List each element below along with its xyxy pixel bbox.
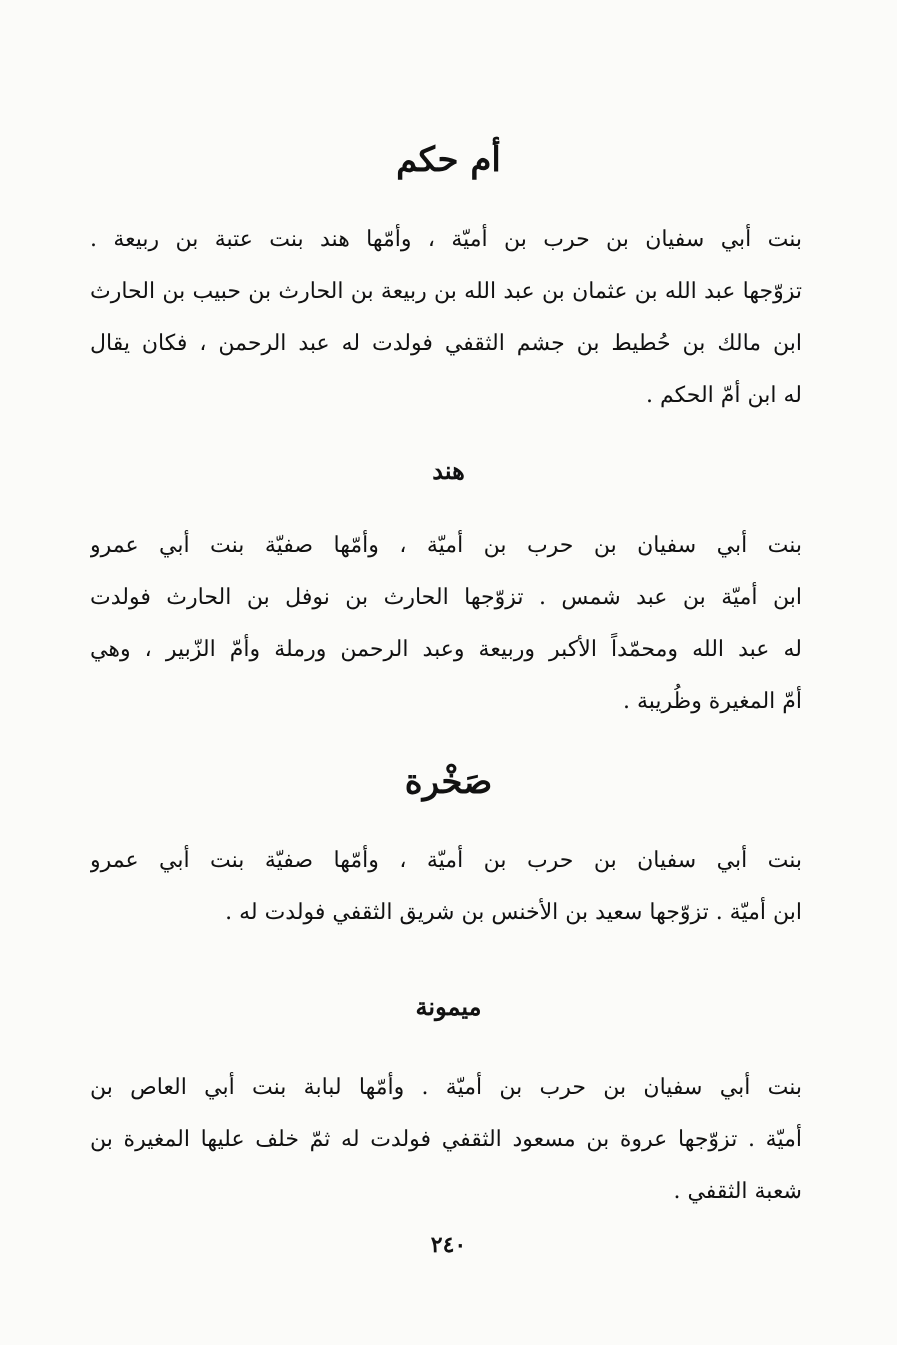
section-title-hind: هند — [432, 456, 465, 485]
text-line: ابن أميّة . تزوّجها سعيد بن الأخنس بن شريق الثقفي فولدت له . — [225, 900, 802, 925]
text-line: له عبد الله ومحمّداً الأكبر وربيعة وعبد الرحمن ورملة وأمّ الزّبير ، وهي — [90, 637, 802, 662]
section-title-maymuna: ميمونة — [415, 992, 482, 1021]
text-line: تزوّجها عبد الله بن عثمان بن عبد الله بن ربيعة بن الحارث بن حبيب بن الحارث — [90, 279, 802, 304]
section-body-sakhra — [90, 835, 802, 939]
text-line: ابن مالك بن حُطيط بن جشم الثقفي فولدت له عبد الرحمن ، فكان يقال — [90, 331, 802, 356]
text-line: له ابن أمّ الحكم . — [646, 383, 802, 408]
text-line: بنت أبي سفيان بن حرب بن أميّة ، وأمّها صفيّة بنت أبي عمرو — [90, 533, 802, 558]
section-body-maymuna — [90, 1062, 802, 1218]
text-line: بنت أبي سفيان بن حرب بن أميّة ، وأمّها صفيّة بنت أبي عمرو — [90, 848, 802, 873]
text-line: بنت أبي سفيان بن حرب بن أميّة ، وأمّها هند بنت عتبة بن ربيعة . — [90, 227, 802, 252]
text-line: أميّة . تزوّجها عروة بن مسعود الثقفي فولدت له ثمّ خلف عليها المغيرة بن — [90, 1127, 802, 1152]
section-body-hind — [90, 520, 802, 728]
page-number: ٢٤٠ — [430, 1232, 467, 1258]
text-line: شعبة الثقفي . — [673, 1179, 802, 1204]
text-line: أمّ المغيرة وظُريبة . — [623, 689, 802, 714]
section-title-um-hakam: أم حكم — [396, 140, 501, 180]
section-body-um-hakam — [90, 214, 802, 422]
text-line: بنت أبي سفيان بن حرب بن أميّة . وأمّها لبابة بنت أبي العاص بن — [90, 1075, 802, 1100]
section-title-sakhra: صَخْرة — [404, 762, 493, 802]
text-line: ابن أميّة بن عبد شمس . تزوّجها الحارث بن نوفل بن الحارث فولدت — [90, 585, 802, 610]
